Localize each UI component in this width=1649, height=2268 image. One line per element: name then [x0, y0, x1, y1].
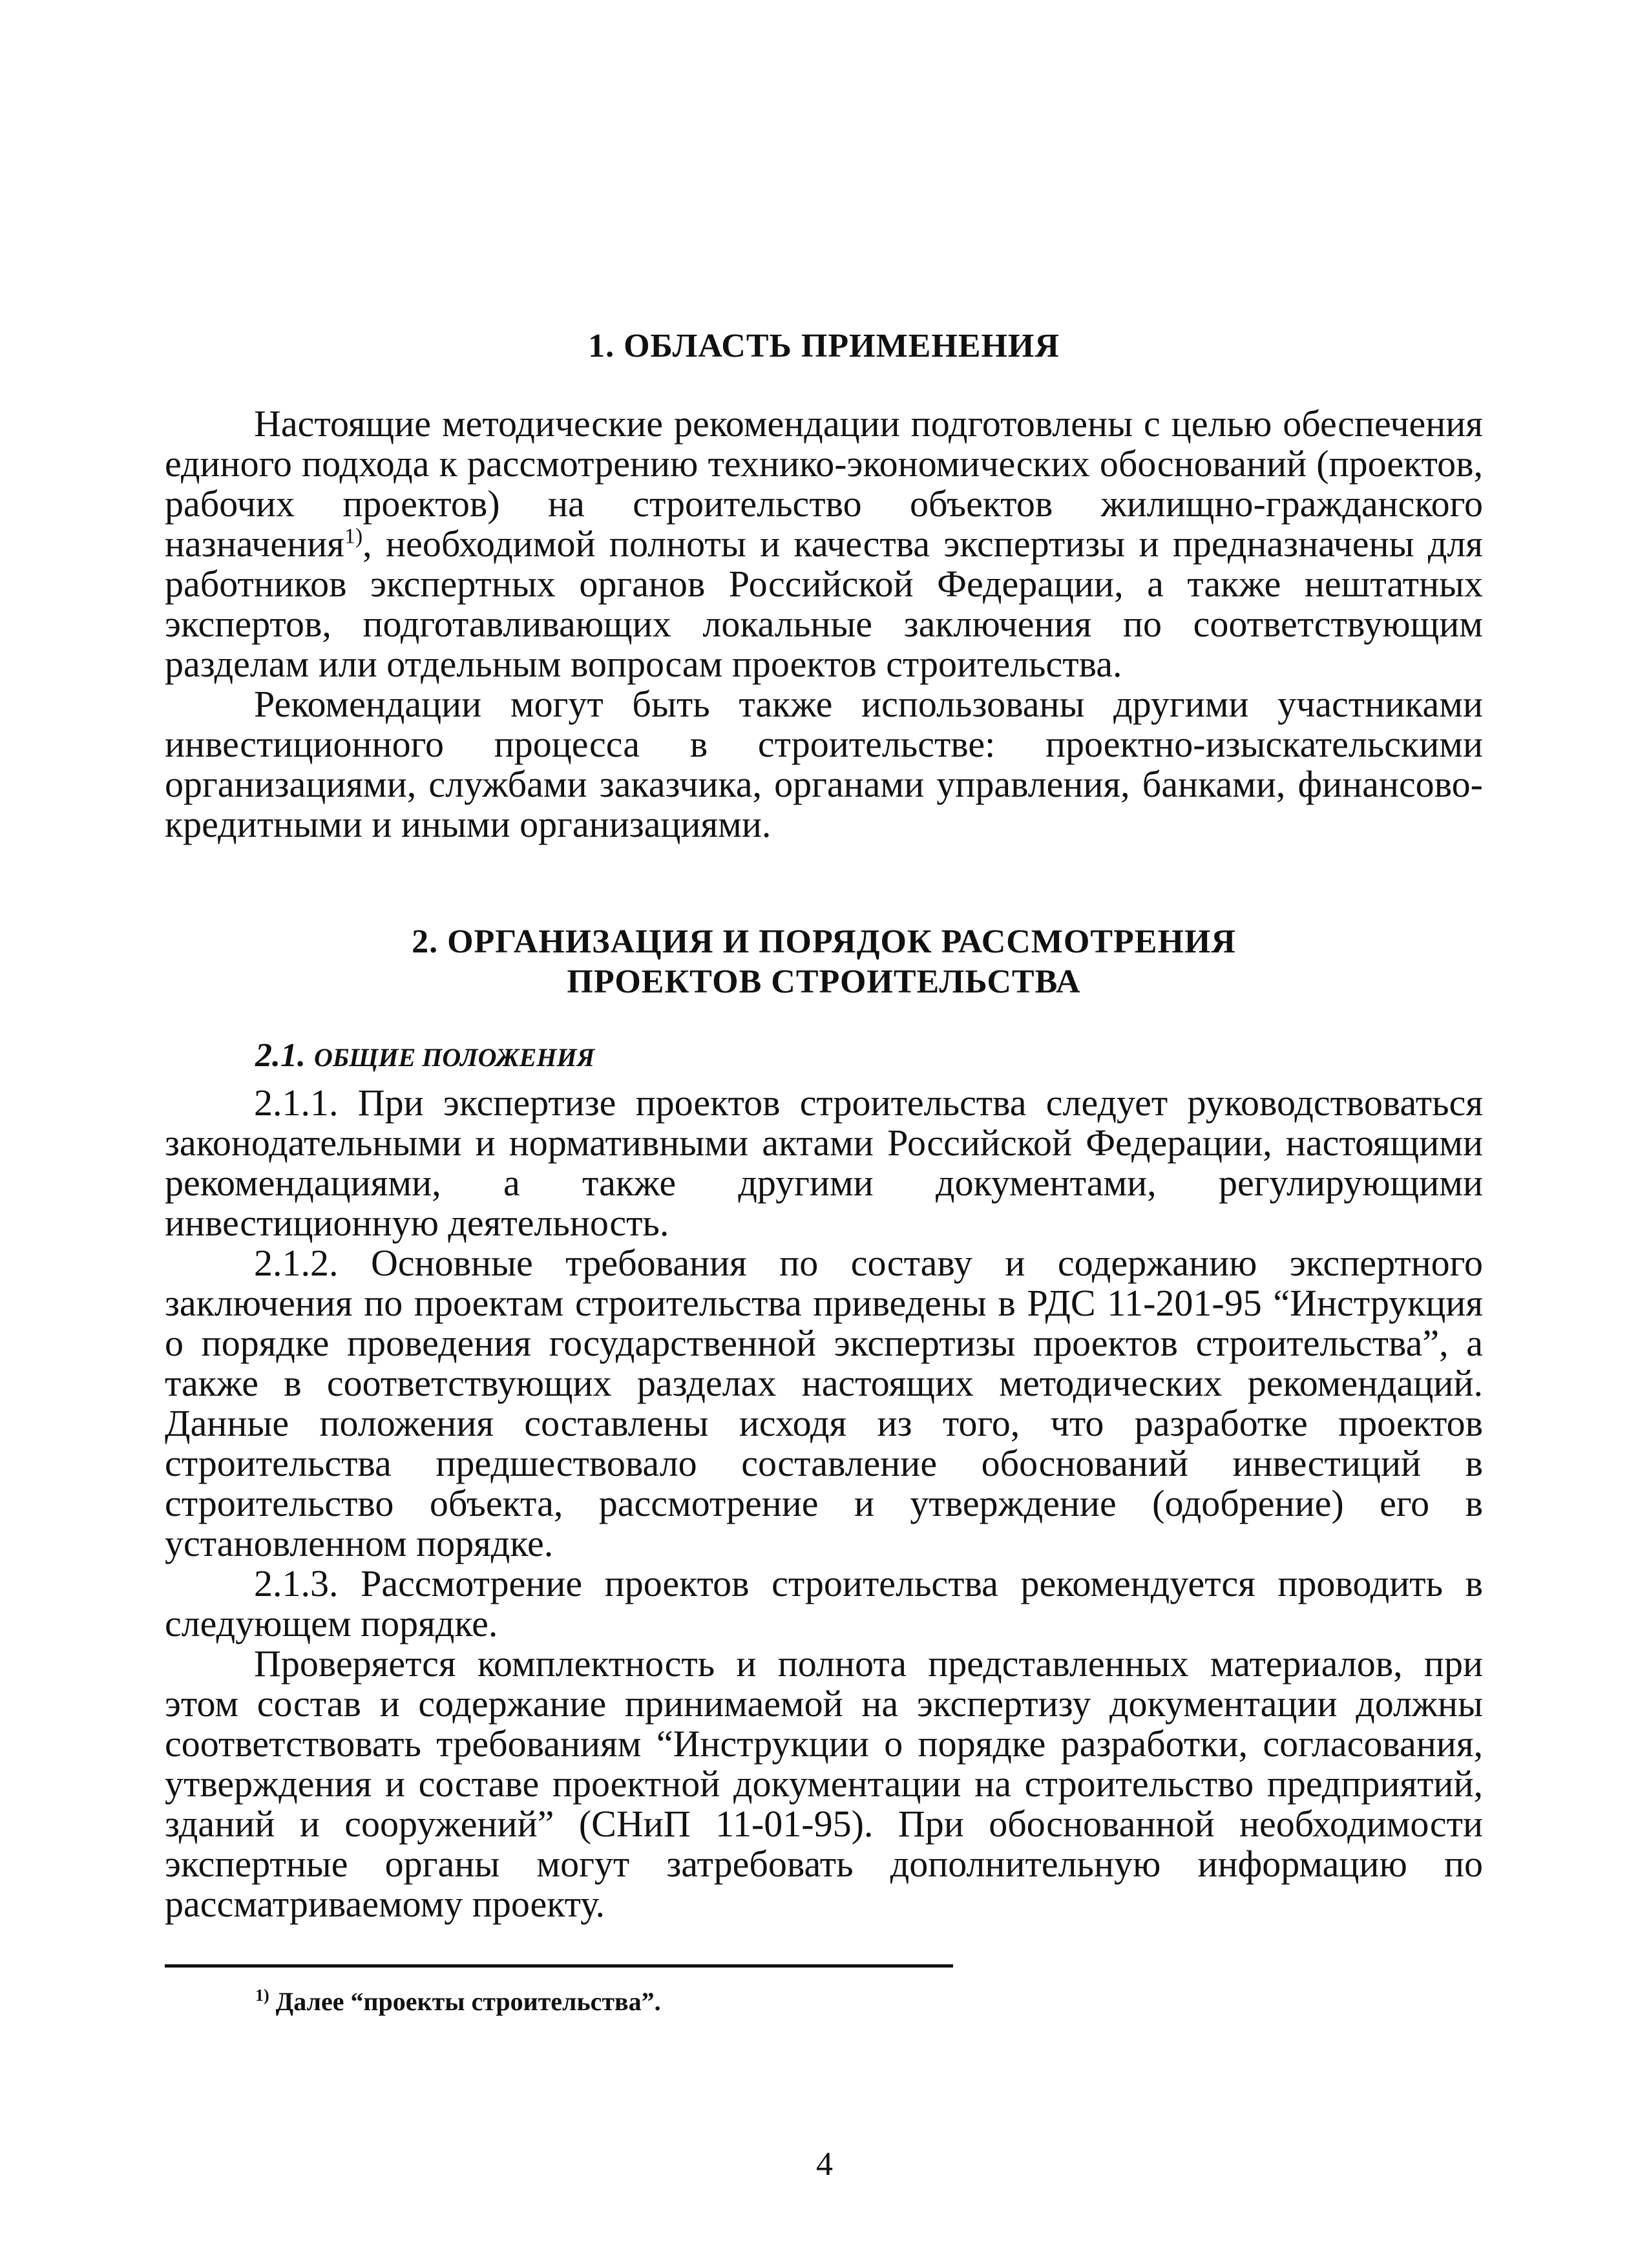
section-2-title-line-2: ПРОЕКТОВ СТРОИТЕЛЬСТВА — [567, 963, 1081, 1000]
subsection-title: ОБЩИЕ ПОЛОЖЕНИЯ — [314, 1043, 595, 1072]
paragraph-2-1-3: 2.1.3. Рассмотрение проектов строительства рекомендуется проводить в следующем порядке. — [165, 1562, 1483, 1644]
paragraph-2-1-1: 2.1.1. При экспертизе проектов строительства следует руководствоваться законодательными и нормативными актами Российской Федерации, настоящими рекомендациями, а также другими документами, регулирующими инвестиционную деятельность. — [165, 1082, 1483, 1244]
footnote-separator — [165, 1964, 953, 1968]
paragraph-completeness-check: Проверяется комплектность и полнота представленных материалов, при этом состав и содержание принимаемой на экспертизу документации должны соответствовать требованиям “Инструкции о порядке разработки, согласования, утверждения и составе проектной документации на строительство предприятий, зданий и сооружений” (СНиП 11-01-95). При обоснованной необходимости экспертные органы могут затребовать дополнительную информацию по рассматриваемому проекту. — [165, 1643, 1483, 1925]
subsection-heading — [255, 1036, 1483, 1078]
section-1-paragraph-2: Рекомендации могут быть также использованы другими участниками инвестиционного процесса в строительстве: проектно-изыскательскими организациями, службами заказчика, органами управления, банками, финансово-кредитными и иными организациями. — [165, 683, 1483, 845]
section-1-paragraph-1 — [165, 404, 1483, 684]
paragraph-text: , необходимой полноты и качества экспертизы и предназначены для работников экспертных органов Российской Федерации, а также нештатных экспертов, подготавливающих локальные заключения по соответствующим разделам или отдельным вопросам проектов строительства. — [165, 523, 1483, 685]
page-body — [165, 326, 1483, 1924]
section-2-title-line-1: 2. ОРГАНИЗАЦИЯ И ПОРЯДОК РАССМОТРЕНИЯ — [412, 923, 1236, 960]
page-number: 4 — [816, 2146, 833, 2183]
footnote-text: Далее “проекты строительства”. — [269, 1987, 661, 2016]
paragraph-text: Настоящие методические рекомендации подготовлены с целью обеспечения единого подхода к рассмотрению технико-экономических обоснований (проектов, рабочих проектов) на строительство объектов жилищно-гражданского назначения — [165, 403, 1483, 565]
paragraph-2-1-2: 2.1.2. Основные требования по составу и содержанию экспертного заключения по проектам строительства приведены в РДС 11-201-95 “Инструкция о порядке проведения государственной экспертизы проектов строительства”, а также в соответствующих разделах настоящих методических рекомендаций. Данные положения составлены исходя из того, что разработке проектов строительства предшествовало составление обоснований инвестиций в строительство объекта, рассмотрение и утверждение (одобрение) его в установленном порядке. — [165, 1242, 1483, 1564]
footnote-number: 1) — [255, 1986, 269, 2005]
subsection-number: 2.1. — [255, 1037, 306, 1074]
footnote — [255, 1986, 661, 2017]
footnote-marker: 1) — [344, 524, 363, 549]
section-1-title: 1. ОБЛАСТЬ ПРИМЕНЕНИЯ — [588, 328, 1060, 364]
section-2-title — [165, 922, 1483, 1002]
